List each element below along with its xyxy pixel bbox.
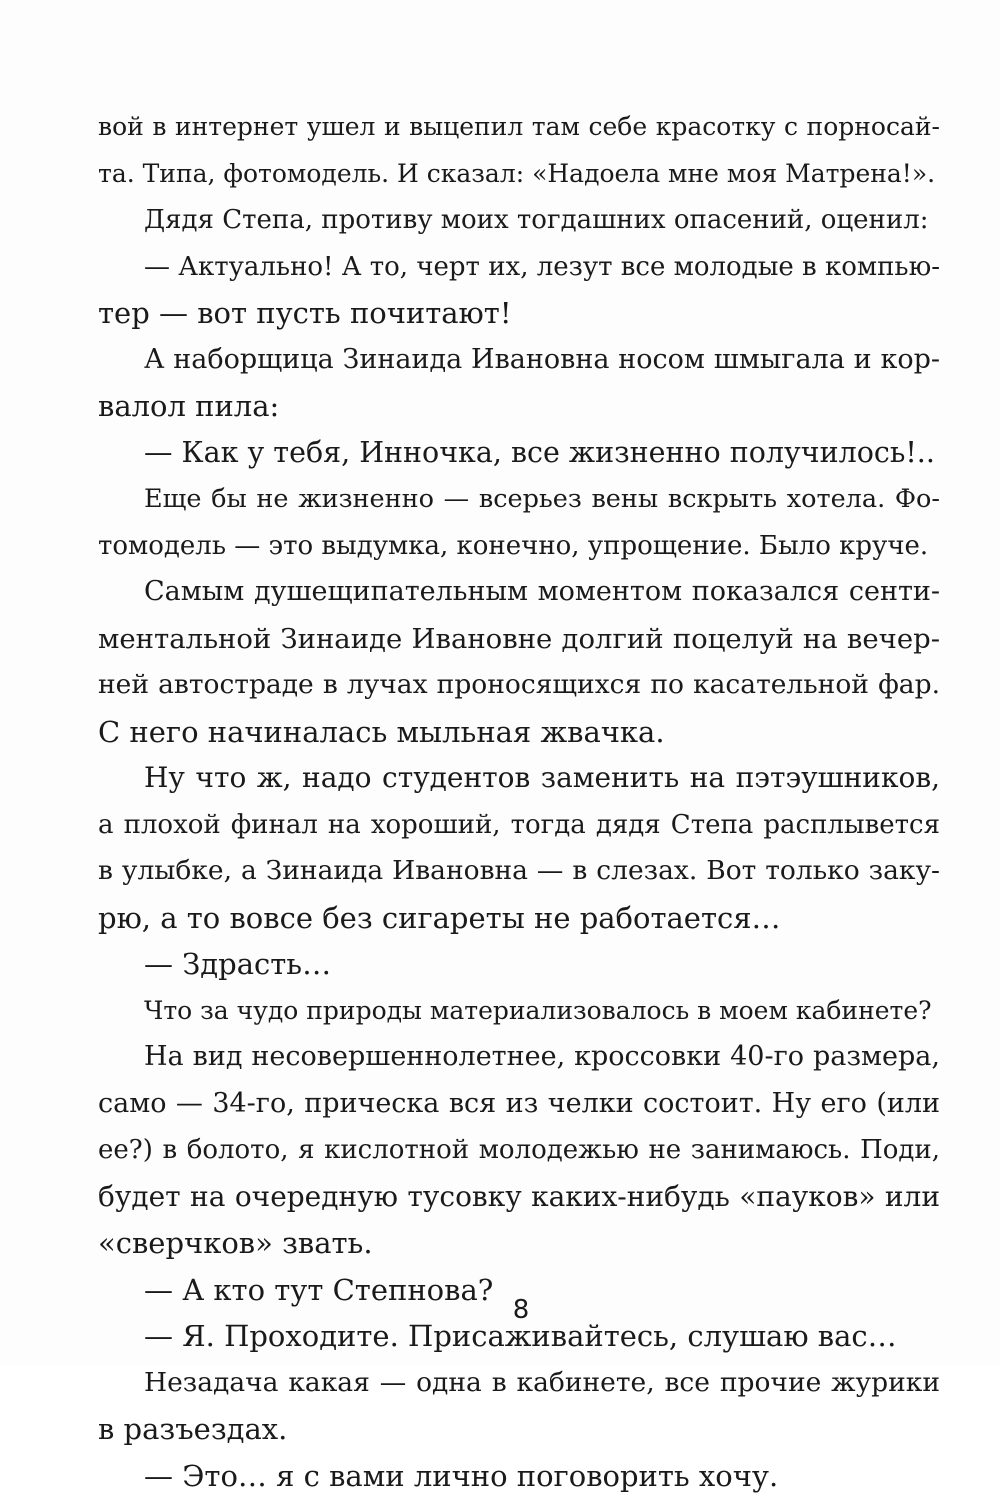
text-line: ее?) в болото, я кислотной молодежью не занимаюсь. Поди,: [98, 1127, 940, 1174]
text-line: А наборщица Зинаида Ивановна носом шмыгала и кор-: [98, 337, 940, 384]
text-line: Ну что ж, надо студентов заменить на пэтэушников,: [98, 755, 940, 802]
text-line: Незадача какая — одна в кабинете, все прочие журики: [98, 1360, 940, 1407]
text-line: рю, а то вовсе без сигареты не работается…: [98, 895, 940, 942]
text-line: вой в интернет ушел и выцепил там себе красотку с порносай-: [98, 104, 940, 151]
text-line: — Как у тебя, Инночка, все жизненно получилось!..: [98, 430, 940, 477]
text-line: С него начиналась мыльная жвачка.: [98, 709, 940, 756]
text-line: Еще бы не жизненно — всерьез вены вскрыть хотела. Фо-: [98, 476, 940, 523]
page-number: 8: [0, 1295, 1000, 1325]
text-line: — Я. Проходите. Присаживайтесь, слушаю вас…: [98, 1313, 940, 1360]
text-line: будет на очередную тусовку каких-нибудь «пауков» или: [98, 1174, 940, 1221]
text-line: — Здрасть…: [98, 941, 940, 988]
text-line: само — 34-го, прическа вся из челки состоит. Ну его (или: [98, 1081, 940, 1128]
text-line: та. Типа, фотомодель. И сказал: «Надоела мне моя Матрена!».: [98, 151, 940, 198]
text-line: тер — вот пусть почитают!: [98, 290, 940, 337]
text-line: ней автостраде в лучах проносящихся по касательной фар.: [98, 662, 940, 709]
text-line: Что за чудо природы материализовалось в моем кабинете?: [98, 988, 940, 1035]
text-line: На вид несовершеннолетнее, кроссовки 40-го размера,: [98, 1034, 940, 1081]
text-line: а плохой финал на хороший, тогда дядя Степа расплывется: [98, 802, 940, 849]
text-line: Дядя Степа, противу моих тогдашних опасений, оценил:: [98, 197, 940, 244]
text-line: — Это… я с вами лично поговорить хочу.: [98, 1453, 940, 1499]
text-line: «сверчков» звать.: [98, 1220, 940, 1267]
text-line: Самым душещипательным моментом показался сенти-: [98, 569, 940, 616]
body-text: [98, 104, 940, 1499]
text-line: ментальной Зинаиде Ивановне долгий поцелуй на вечер-: [98, 616, 940, 663]
text-line: — Актуально! А то, черт их, лезут все молодые в компью-: [98, 244, 940, 291]
text-line: в разъездах.: [98, 1406, 940, 1453]
text-line: томодель — это выдумка, конечно, упрощение. Было круче.: [98, 523, 940, 570]
text-line: — А кто тут Степнова?: [98, 1267, 940, 1314]
text-line: валол пила:: [98, 383, 940, 430]
text-line: в улыбке, а Зинаида Ивановна — в слезах. Вот только заку-: [98, 848, 940, 895]
